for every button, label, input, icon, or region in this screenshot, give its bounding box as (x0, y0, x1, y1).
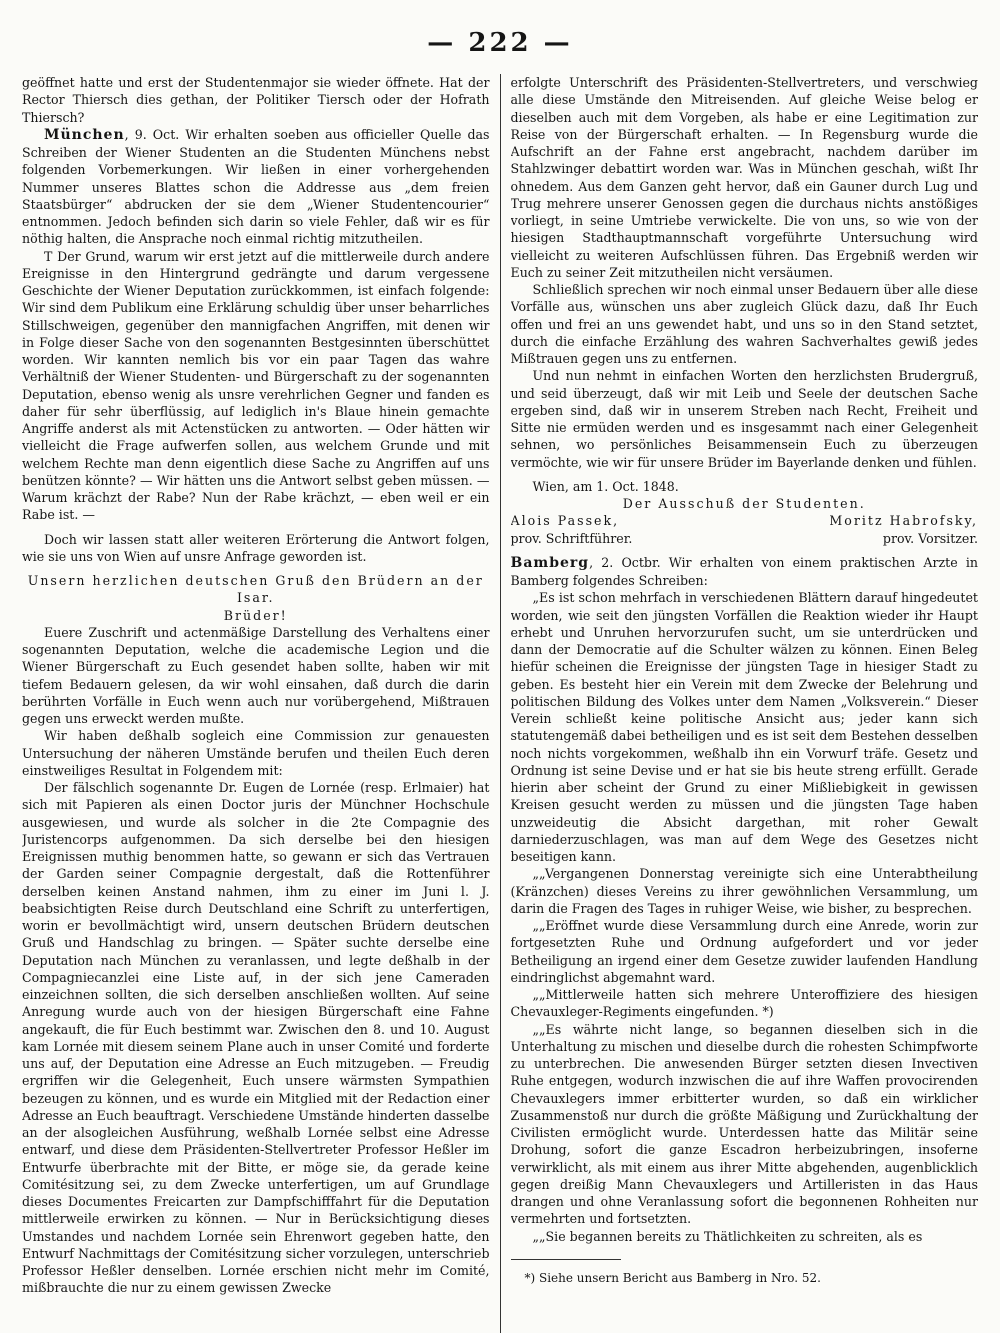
letter-salutation: Brüder! (223, 607, 288, 623)
bamberg-report (511, 554, 979, 590)
paragraph: „„Mittlerweile hatten sich mehrere Unteroffiziere des hiesigen Chevauxleger-Regiments eingefunden. *) (510, 987, 978, 1020)
signature-role-left: prov. Schriftführer. (510, 530, 633, 546)
paragraph: „„Sie begannen bereits zu Thätlichkeiten zu schreiten, als es (532, 1228, 923, 1244)
signature-name-left: Alois Passek, (510, 513, 620, 529)
paragraph-text: , 2. Octbr. Wir erhalten von einem praktischen Arzte in Bamberg folgendes Schreiben: (510, 554, 978, 588)
signature-roles (511, 530, 979, 547)
right-column (511, 74, 979, 1333)
paragraph: „„Eröffnet wurde diese Versammlung durch eine Anrede, worin zur fortgesetzten Ruhe und Ordnung aufgefordert und vor jeder Betheiligung an irgend einer dem Gesetze zuwider laufenden Handlung eindringlichst abgemahnt ward. (510, 918, 978, 985)
paragraph: T Der Grund, warum wir erst jetzt auf die mittlerweile durch andere Ereignisse in den Hintergrund gedrängte und darum vergessene Geschichte der Wiener Deputation zurückkommen, ist einfach folgende: Wir sind dem Publikum eine Erklärung schuldig über unser beharrliches Stillschweigen, gegenüber den mannigfachen Angriffen, mit denen wir in Folge dieser Sache von den sogenannten Bestgesinnten überschüttet worden. Wir kannten nemlich bis vor ein paar Tagen das wahre Verhältniß der Wiener Studenten- und Bürgerschaft zu der sogenannten Deputation, ebenso wenig als unsre verehrlichen Gegner und fanden es daher für sehr überflüssig, auf lediglich in's Blaue hinein gemachte Angriffe anderst als mit Actenstücken zu antworten. — Oder hätten wir vielleicht die Frage aufwerfen sollen, aus welchem Grunde und mit welchem Rechte man denn eigentlich diese Sache zu Angriffen auf uns benützen könnte? — Wir hätten uns die Antwort selbst geben müssen. — Warum krächzt der Rabe? Nun der Rabe krächzt, — eben weil er ein Rabe ist. — (22, 248, 490, 523)
signature-name-right: Moritz Habrofsky, (829, 513, 978, 529)
committee-line: Der Ausschuß der Studenten. (622, 496, 866, 511)
paragraph: Der fälschlich sogenannte Dr. Eugen de Lornée (resp. Erlmaier) hat sich mit Papieren als einen Doctor juris der Münchner Hochschule ausgewiesen, und wurde als solcher in die 2te Compagnie des Juristencorps aufgenommen. Da sich derselbe bei den hiesigen Ereignissen muthig benommen hatte, so gewann er sich das Vertrauen der Garden seiner Compagnie dergestalt, daß die Rottenführer derselben keinen Anstand nahmen, ihm zu einer im Juni l. J. beabsichtigten Reise durch Deutschland eine Schrift zu unterfertigen, worin er bevollmächtigt wird, unsern deutschen Brüdern deutschen Gruß und Handschlag zu bringen. — Später suchte derselbe eine Deputation nach München zu veranlassen, und legte deßhalb in der Compagniecanzlei eine Liste auf, in der sich jene Cameraden einzeichnen sollten, die sich derselben anschließen wollten. Auf seine Anregung wurde auch von der hiesigen Bürgerschaft eine Fahne angekauft, die für Euch bestimmt war. Zwischen den 8. und 10. August kam Lornée mit diesem seinem Plane auch in unser Comité und forderte uns auf, der Deputation eine Adresse an Euch mitzugeben. — Freudig ergriffen wir die Gelegenheit, Euch unsere wärmsten Sympathien bezeugen zu können, und es wurde ein Mitglied mit der Redaction einer Adresse an Euch beauftragt. Verschiedene Umstände hinderten dasselbe an der alsogleichen Ausführung, weßhalb Lornée selbst eine Adresse entwarf, und diese dem Präsidenten-Stellvertreter Professor Heßler im Entwurfe überbrachte mit der Bitte, er möge sie, da gerade keine Comitésitzung sei, zu dem Zwecke unterfertigen, um auf Grundlage dieses Documentes Freicarten zur Dampfschifffahrt für die Deputation mittlerweile erwirken zu können. — Nur in Berücksichtigung dieses Umstandes und nachdem Lornée sein Ehrenwort gegeben hatte, den Entwurf Nachmittags der Comitésitzung sicher vorzulegen, unterschrieb Professor Heßler denselben. Lornée erschien nicht mehr im Comité, mißbrauchte die nur zu einem gewissen Zwecke (22, 780, 490, 1296)
paragraph-text: , 9. Oct. Wir erhalten soeben aus officieller Quelle das Schreiben der Wiener Studenten an die Studenten Münchens nebst folgenden Vorbemerkungen. Wir ließen in einer vorhergehenden Nummer unseres Blattes schon die Addresse aus „dem freien Staatsbürger“ abdrucken der sie dem „Wiener Studentencourier“ entnommen. Jedoch befinden sich darin so viele Fehler, daß wir es für nöthig halten, die Ansprache noch einmal richtig mitzutheilen. (22, 126, 490, 247)
paragraph: „„Vergangenen Donnerstag vereinigte sich eine Unterabtheilung (Kränzchen) dieses Vereins zu ihrer gewöhnlichen Versammlung, um darin die Fragen des Tages in ruhiger Weise, wie bisher, zu besprechen. (510, 866, 978, 916)
letter-date: Wien, am 1. Oct. 1848. (532, 478, 679, 494)
paragraph: Euere Zuschrift und actenmäßige Darstellung des Verhaltens einer sogenannten Deputation, welche die academische Legion und die Wiener Bürgerschaft zu Euch gesendet haben sollte, haben wir mit tiefem Bedauern gelesen, da wir wohl einsahen, daß durch die darin berührten Vorfälle in Euch wenn auch nur vorübergehend, Mißtrauen gegen uns erweckt werden mußte. (22, 624, 490, 726)
paragraph: „Es ist schon mehrfach in verschiedenen Blättern darauf hingedeutet worden, wie seit den jüngsten Vorfällen die Reaktion wieder ihr Haupt erhebt und Unruhen hervorzurufen sucht, um sie unterdrücken und dann der Democratie auf die Schulter wälzen zu können. Einen Beleg hiefür scheinen die Ereignisse der jüngsten Tage in hiesiger Stadt zu geben. Es besteht hier ein Verein mit dem Zwecke der Belehrung und politischen Bildung des Volkes unter dem Namen „Volksverein.“ Dieser Verein schließt keine politische Ansicht aus; jeder kann sich statutengemäß dabei betheiligen und es ist seit dem Bestehen desselben noch nichts vorgekommen, weßhalb ihn ein Vorwurf träfe. Gesetz und Ordnung ist seine Devise und er hat sie bis heute streng erfüllt. Gerade hierin aber scheint der Grund zu einer Mißliebigkeit in gewissen Kreisen gesucht werden zu müssen und die jüngsten Tage haben unzweideutig die Absicht dargethan, mit roher Gewalt darniederzuschlagen, was man auf dem Wege des Gesetzes nicht beseitigen kann. (510, 590, 978, 864)
paragraph: Wir haben deßhalb sogleich eine Commission zur genauesten Untersuchung der näheren Umstände berufen und theilen Euch deren einstweiliges Resultat in Folgendem mit: (22, 728, 490, 778)
page-number: — 222 — (427, 28, 573, 58)
paragraph: Und nun nehmt in einfachen Worten den herzlichsten Brudergruß, und seid überzeugt, daß wir mit Leib und Seele der deutschen Sache ergeben sind, daß wir in unserem Streben nach Recht, Freiheit und Sitte nie ermüden werden und es insgesammt nach einer Gelegenheit sehnen, wo persönliches Beisammensein Euch zu überzeugen vermöchte, wie wir für unsere Brüder im Bayerlande denken und fühlen. (510, 368, 978, 470)
signature-role-right: prov. Vorsitzer. (882, 530, 978, 546)
paragraph: „„Es währte nicht lange, so begannen dieselben sich in die Unterhaltung zu mischen und dieselbe durch die rohesten Schimpfworte zu unterbrechen. Die anwesenden Bürger setzten diesen Invectiven Ruhe entgegen, wodurch inzwischen die auf ihre Waffen provocirenden Chevauxlegers immer erbitterter wurden, so daß ein wirklicher Zusammenstoß nur durch die größte Mäßigung und Zurückhaltung der Civilisten ermöglicht wurde. Unterdessen hatte das Militär seine Drohung, sofort die ganze Escadron herbeizubringen, insoferne verwirklicht, als mit einem aus ihrer Mitte abgehenden, augenblicklich gegen dreißig Mann Chevauxlegers und Artilleristen in das Haus drangen und ohne Veranlassung sofort die begonnenen Rohheiten nur vermehrten und fortsetzten. (510, 1021, 978, 1227)
signature-names (511, 512, 979, 529)
text-columns (22, 74, 978, 1333)
paragraph: erfolgte Unterschrift des Präsidenten-Stellvertreters, und verschwieg alle diese Umstände den Mitreisenden. Auf gleiche Weise belog er dieselben auch mit dem Vorgeben, als habe er eine Legitimation zur Reise von der Bürgerschaft erhalten. — In Regensburg wurde die Aufschrift an der Fahne erst angebracht, nachdem darüber im Stahlzwinger debattirt worden war. Was in München geschah, wißt Ihr ohnedem. Aus dem Ganzen geht hervor, daß ein Gauner durch Lug und Trug mehrere unserer Genossen gegen die durchaus nichts anstößiges vorliegt, in seine Umtriebe verwickelte. Die von uns, so wie von der hiesigen Stadthauptmannschaft vorgeführte Untersuchung wird vielleicht zu weiteren Aufschlüssen führen. Das Ergebniß werden wir Euch zu seiner Zeit mitzutheilen nicht versäumen. (510, 75, 978, 280)
paragraph: geöffnet hatte und erst der Studentenmajor sie wieder öffnete. Hat der Rector Thiersch dies gethan, der Politiker Tiersch oder der Hofrath Thiersch? (22, 75, 490, 125)
footnote: *) Siehe unsern Bericht aus Bamberg in Nro. 52. (524, 1270, 821, 1285)
dateline-place: München (44, 126, 125, 143)
letter-heading: Unsern herzlichen deutschen Gruß den Brüdern an der Isar. (27, 573, 484, 606)
left-column (22, 74, 490, 1333)
column-divider (500, 74, 501, 1333)
munich-report (22, 126, 490, 248)
dateline-place: Bamberg (510, 554, 590, 571)
footnote-rule (511, 1259, 621, 1260)
paragraph: Schließlich sprechen wir noch einmal unser Bedauern über alle diese Vorfälle aus, wünschen uns aber zugleich Glück dazu, daß Ihr Euch offen und frei an uns gewendet habt, und uns so in den Stand setztet, durch die einfache Erzählung des wahren Sachverhaltes gewiß jedes Mißtrauen gegen uns zu entfernen. (510, 282, 978, 366)
paragraph: Doch wir lassen statt aller weiteren Erörterung die Antwort folgen, wie sie uns von Wien auf unsre Anfrage geworden ist. (22, 531, 490, 564)
